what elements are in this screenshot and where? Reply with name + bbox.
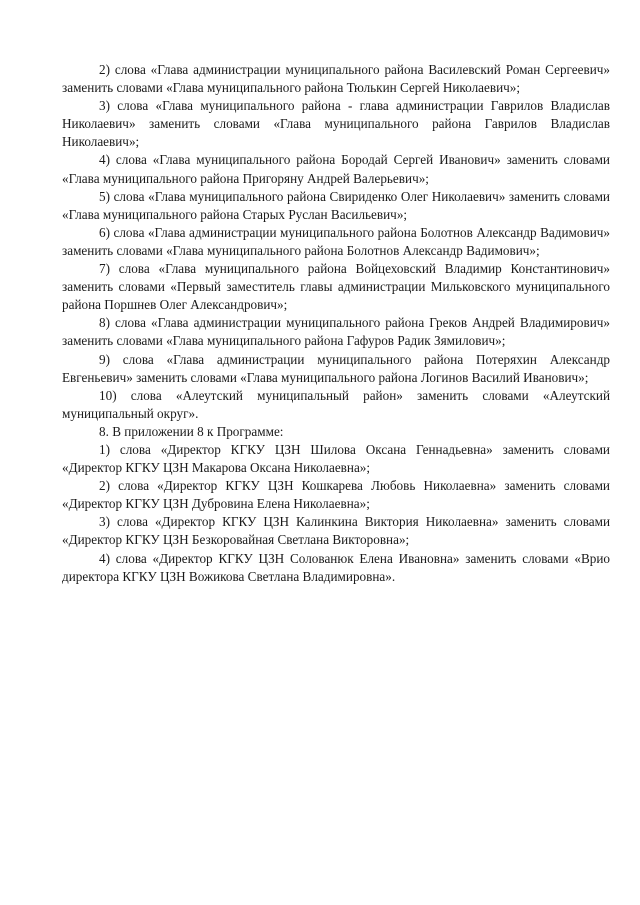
paragraph-item-4-prigoryanu: 4) слова «Глава муниципального района Бородай Сергей Иванович» заменить словами «Глава муниципального района Пригоряну Андрей Валерьевич»; xyxy=(62,152,610,186)
section-heading-appendix-8: 8. В приложении 8 к Программе: xyxy=(99,423,284,439)
paragraph-appendix-item-1-makarova: 1) слова «Директор КГКУ ЦЗН Шилова Оксана Геннадьевна» заменить словами «Директор КГКУ ЦЗН Макарова Оксана Николаевна»; xyxy=(62,441,610,476)
paragraph-item-2-tyulkin: 2) слова «Глава администрации муниципального района Василевский Роман Сергеевич» заменить словами «Глава муниципального района Тюлькин Сергей Николаевич»; xyxy=(62,62,610,96)
paragraph-item-8-gafurov: 8) слова «Глава администрации муниципального района Греков Андрей Владимирович» заменить словами «Глава муниципального района Гафуров Радик Зямилович»; xyxy=(62,315,610,349)
paragraph-item-7-porshnev: 7) слова «Глава муниципального района Войцеховский Владимир Константинович» заменить словами «Первый заместитель главы администрации Мильковского муниципального района Поршнев Олег Александрович»; xyxy=(62,261,610,313)
paragraph-item-10-aleutsky: 10) слова «Алеутский муниципальный район» заменить словами «Алеутский муниципальный округ». xyxy=(62,387,610,421)
document-page xyxy=(62,61,610,586)
paragraph-item-3-gavrilov: 3) слова «Глава муниципального района - глава администрации Гаврилов Владислав Николаевич» заменить словами «Глава муниципального района Гаврилов Владислав Николаевич»; xyxy=(62,98,610,150)
paragraph-appendix-item-2-dubrovina: 2) слова «Директор КГКУ ЦЗН Кошкарева Любовь Николаевна» заменить словами «Директор КГКУ ЦЗН Дубровина Елена Николаевна»; xyxy=(62,478,610,512)
paragraph-item-9-loginov: 9) слова «Глава администрации муниципального района Потеряхин Александр Евгеньевич» заменить словами «Глава муниципального района Логинов Василий Иванович»; xyxy=(62,351,610,385)
paragraph-appendix-item-4-vozhikova: 4) слова «Директор КГКУ ЦЗН Солованюк Елена Ивановна» заменить словами «Врио директора КГКУ ЦЗН Вожикова Светлана Владимировна». xyxy=(62,550,610,584)
paragraph-item-6-bolotnov: 6) слова «Глава администрации муниципального района Болотнов Александр Вадимович» заменить словами «Глава муниципального района Болотнов Александр Вадимович»; xyxy=(62,224,610,258)
paragraph-item-5-starykh: 5) слова «Глава муниципального района Свириденко Олег Николаевич» заменить словами «Глава муниципального района Старых Руслан Васильевич»; xyxy=(62,188,610,222)
paragraph-appendix-item-3-bezkorovaynaya: 3) слова «Директор КГКУ ЦЗН Калинкина Виктория Николаевна» заменить словами «Директор КГКУ ЦЗН Безкоровайная Светлана Викторовна»; xyxy=(62,514,610,548)
